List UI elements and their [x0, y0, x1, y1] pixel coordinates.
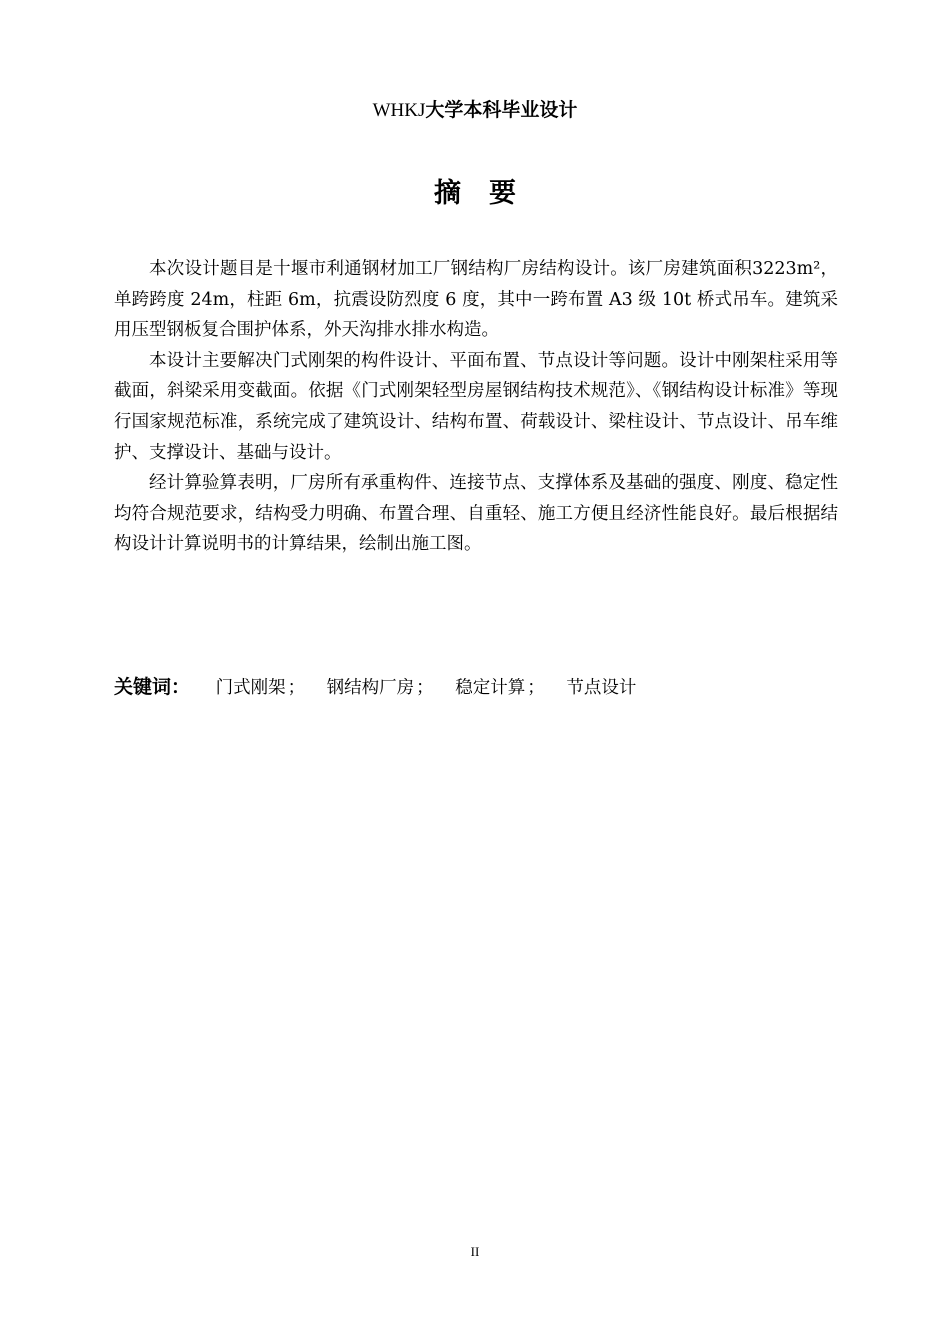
abstract-paragraph-2: 本设计主要解决门式刚架的构件设计、平面布置、节点设计等问题。设计中刚架柱采用等截面，斜梁采用变截面。依据《门式刚架轻型房屋钢结构技术规范》、《钢结构设计标准》等现行国家规范标准，系统完成了建筑设计、结构布置、荷载设计、梁柱设计、节点设计、吊车维护、支撑设计、基础与设计。 [114, 350, 838, 463]
keyword-separator: ； [416, 678, 434, 698]
keyword-item: 门式刚架 [215, 678, 286, 698]
abstract-paragraph-1: 本次设计题目是十堰市利通钢材加工厂钢结构厂房结构设计。该厂房建筑面积3223m²，单跨跨度 24m，柱距 6m，抗震设防烈度 6 度，其中一跨布置 A3 级 10t 桥式吊车。建筑采用压型钢板复合围护体系，外天沟排水排水构造。 [114, 259, 838, 341]
keyword-item: 钢结构厂房 [326, 678, 415, 698]
header-prefix: WHKJ [372, 100, 426, 121]
keyword-item: 稳定计算 [455, 678, 526, 698]
abstract-body [114, 254, 838, 560]
page-number: II [470, 1244, 480, 1259]
keyword-separator: ； [287, 678, 306, 698]
keywords-line [114, 672, 838, 703]
keywords-label: 关键词： [114, 676, 191, 698]
keyword-separator: ； [527, 678, 545, 698]
header-title: 大学本科毕业设计 [425, 99, 578, 121]
keyword-item: 节点设计 [566, 678, 637, 698]
page-header [0, 96, 950, 125]
abstract-title: 摘要 [434, 178, 544, 209]
abstract-paragraph-3: 经计算验算表明，厂房所有承重构件、连接节点、支撑体系及基础的强度、刚度、稳定性均符合规范要求，结构受力明确、布置合理、自重轻、施工方便且经济性能良好。最后根据结构设计计算说明书的计算结果，绘制出施工图。 [114, 473, 838, 555]
